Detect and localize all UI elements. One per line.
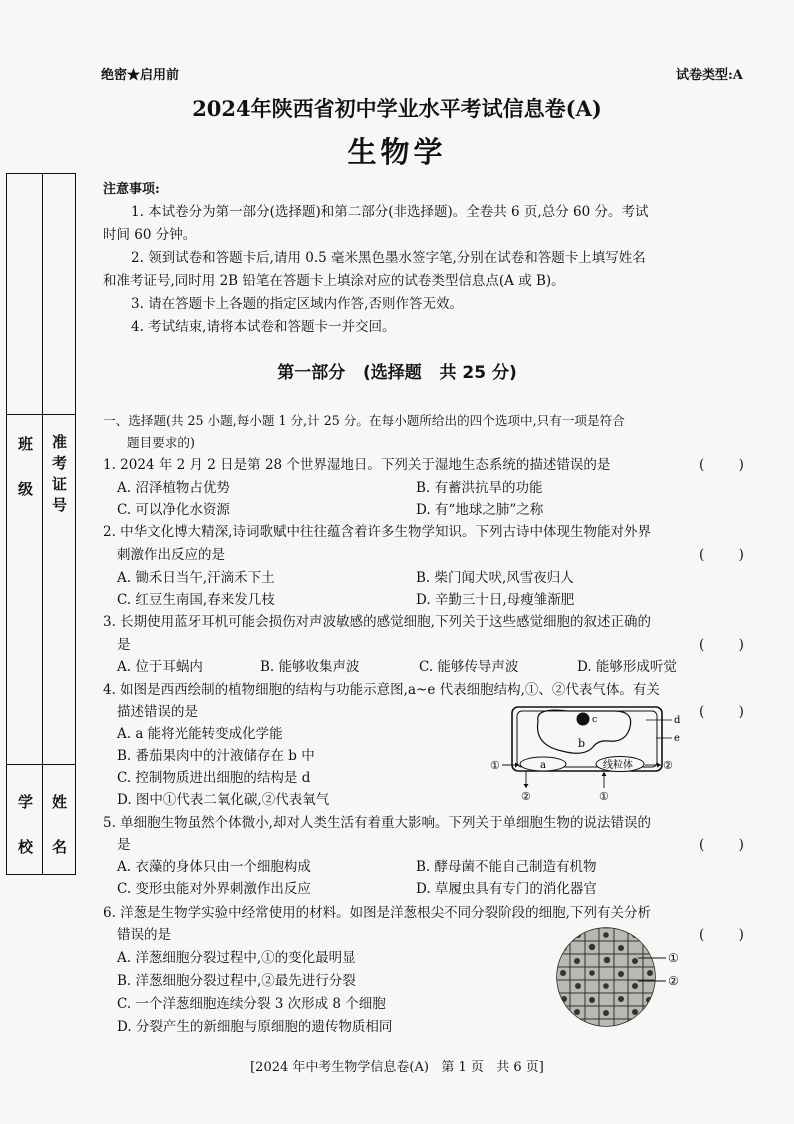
option-c: C. 变形虫能对外界刺激作出反应 bbox=[117, 881, 311, 897]
option-b: B. 酵母菌不能自己制造有机物 bbox=[416, 859, 597, 875]
label-b: b bbox=[578, 737, 586, 750]
option-c: C. 控制物质进出细胞的结构是 d bbox=[117, 770, 311, 786]
answer-paren: ( ) bbox=[699, 927, 744, 943]
question-stem: 是 bbox=[117, 637, 131, 653]
answer-paren: ( ) bbox=[699, 837, 744, 853]
option-a: A. 锄禾日当午,汗滴禾下土 bbox=[117, 570, 275, 586]
nucleus-shape bbox=[577, 713, 590, 726]
answer-paren: ( ) bbox=[699, 547, 744, 563]
option-a: A. 沼泽植物占优势 bbox=[117, 480, 230, 496]
notice-line: 2. 领到试卷和答题卡后,请用 0.5 毫米黑色墨水签字笔,分别在试卷和答题卡上填写姓名 bbox=[131, 250, 646, 266]
option-d: D. 辛勤三十日,母瘦雏渐肥 bbox=[416, 592, 575, 608]
notice-line: 3. 请在答题卡上各题的指定区域内作答,否则作答无效。 bbox=[131, 296, 463, 312]
label-mitochondrion: 线粒体 bbox=[603, 760, 633, 771]
option-b: B. 有蓄洪抗旱的功能 bbox=[416, 480, 543, 496]
notice-line: 4. 考试结束,请将本试卷和答题卡一并交回。 bbox=[131, 319, 396, 335]
onion-label-1: ① bbox=[668, 951, 679, 965]
option-a: A. 洋葱细胞分裂过程中,①的变化最明显 bbox=[117, 950, 356, 966]
option-d: D. 草履虫具有专门的消化器官 bbox=[416, 881, 597, 897]
option-a: A. 衣藻的身体只由一个细胞构成 bbox=[117, 859, 311, 875]
gas2-label-bottom: ② bbox=[521, 790, 531, 803]
label-a: a bbox=[540, 760, 546, 771]
notice-line: 1. 本试卷分为第一部分(选择题)和第二部分(非选择题)。全卷共 6 页,总分 60 分。考试 bbox=[131, 204, 649, 220]
option-b: B. 洋葱细胞分裂过程中,②最先进行分裂 bbox=[117, 973, 356, 989]
option-a: A. a 能将光能转变成化学能 bbox=[117, 726, 283, 742]
answer-paren: ( ) bbox=[699, 457, 744, 473]
paper-type: 试卷类型:A bbox=[676, 68, 743, 83]
question-stem: 6. 洋葱是生物学实验中经常使用的材料。如图是洋葱根尖不同分裂阶段的细胞,下列有关分析 bbox=[103, 905, 651, 921]
label-c: c bbox=[592, 714, 598, 725]
option-a: A. 位于耳蜗内 bbox=[117, 659, 203, 675]
class-label: 班 级 bbox=[16, 436, 34, 502]
label-e: e bbox=[674, 733, 680, 744]
notice-heading: 注意事项: bbox=[103, 182, 160, 197]
option-b: B. 番茄果肉中的汁液储存在 b 中 bbox=[117, 748, 315, 764]
subject-title: 生物学 bbox=[347, 135, 447, 169]
answer-paren: ( ) bbox=[699, 704, 744, 720]
notice-line: 和准考证号,同时用 2B 铅笔在答题卡上填涂对应的试卷类型信息点(A 或 B)。 bbox=[103, 273, 565, 289]
exam-title: 2024年陕西省初中学业水平考试信息卷(A) bbox=[192, 96, 602, 121]
name-label: 姓 名 bbox=[50, 794, 68, 860]
question-stem: 2. 中华文化博大精深,诗词歌赋中往往蕴含着许多生物学知识。下列古诗中体现生物能对外界 bbox=[103, 524, 651, 540]
part1-instruction: 题目要求的) bbox=[127, 435, 195, 450]
plant-cell-diagram bbox=[488, 703, 688, 805]
question-stem: 是 bbox=[117, 837, 131, 853]
option-c: C. 一个洋葱细胞连续分裂 3 次形成 8 个细胞 bbox=[117, 996, 386, 1012]
part1-instruction: 一、选择题(共 25 小题,每小题 1 分,计 25 分。在每小题所给出的四个选项中,只有一项是符合 bbox=[103, 413, 625, 428]
option-b: B. 柴门闻犬吠,风雪夜归人 bbox=[416, 570, 574, 586]
binding-info-box bbox=[6, 173, 76, 875]
gas1-label-bottom: ① bbox=[599, 790, 609, 803]
label-d: d bbox=[674, 715, 681, 726]
option-d: D. 有“地球之肺”之称 bbox=[416, 502, 544, 518]
part1-heading: 第一部分 (选择题 共 25 分) bbox=[277, 363, 517, 383]
school-label: 学 校 bbox=[16, 794, 34, 860]
confidential-mark: 绝密★启用前 bbox=[101, 68, 180, 83]
notice-line: 时间 60 分钟。 bbox=[103, 227, 197, 243]
page-footer: [2024 年中考生物学信息卷(A) 第 1 页 共 6 页] bbox=[250, 1060, 544, 1075]
cell-grid bbox=[556, 928, 657, 1032]
option-b: B. 能够收集声波 bbox=[260, 659, 360, 675]
question-stem: 4. 如图是西西绘制的植物细胞的结构与功能示意图,a~e 代表细胞结构,①、②代表气体。有关 bbox=[103, 682, 660, 698]
onion-root-tip-figure bbox=[554, 924, 694, 1034]
question-stem: 1. 2024 年 2 月 2 日是第 28 个世界湿地日。下列关于湿地生态系统的描述错误的是 bbox=[103, 457, 611, 473]
gas1-label-left: ① bbox=[490, 759, 500, 772]
option-c: C. 能够传导声波 bbox=[419, 659, 519, 675]
question-stem: 5. 单细胞生物虽然个体微小,却对人类生活有着重大影响。下列关于单细胞生物的说法错误的 bbox=[103, 815, 651, 831]
question-stem: 3. 长期使用蓝牙耳机可能会损伤对声波敏感的感觉细胞,下列关于这些感觉细胞的叙述正确的 bbox=[103, 614, 651, 630]
option-d: D. 分裂产生的新细胞与原细胞的遗传物质相同 bbox=[117, 1019, 393, 1035]
onion-label-2: ② bbox=[668, 974, 679, 988]
question-stem: 刺激作出反应的是 bbox=[117, 547, 225, 563]
exam-id-label: 准考证号 bbox=[50, 434, 68, 518]
question-stem: 描述错误的是 bbox=[117, 704, 198, 720]
option-d: D. 图中①代表二氧化碳,②代表氧气 bbox=[117, 792, 330, 808]
answer-paren: ( ) bbox=[699, 637, 744, 653]
question-stem: 错误的是 bbox=[117, 927, 171, 943]
option-d: D. 能够形成听觉 bbox=[577, 659, 677, 675]
option-c: C. 可以净化水资源 bbox=[117, 502, 230, 518]
option-c: C. 红豆生南国,春来发几枝 bbox=[117, 592, 275, 608]
gas2-label-right: ② bbox=[663, 759, 673, 772]
